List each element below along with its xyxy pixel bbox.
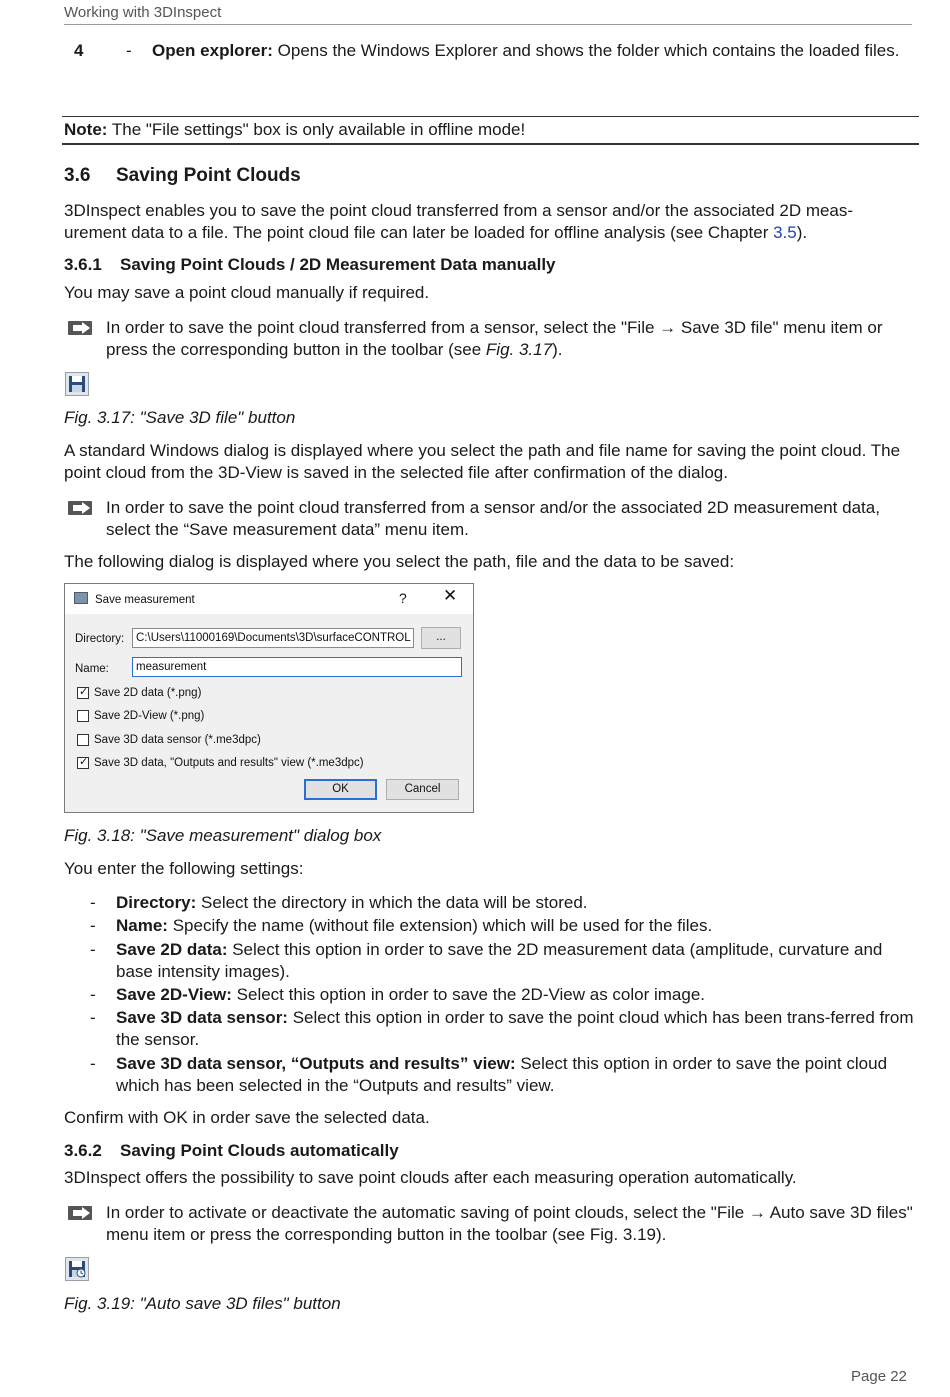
subsection-heading bbox=[64, 1140, 399, 1162]
arrow-right-icon bbox=[68, 501, 92, 515]
dialog-app-icon bbox=[74, 592, 88, 604]
arrow-right-icon bbox=[68, 321, 92, 335]
instruction-text-end: ). bbox=[552, 340, 563, 359]
table-row-number: 4 bbox=[74, 41, 84, 60]
save-2d-data-label: Save 2D data (*.png) bbox=[94, 687, 202, 699]
table-row-dash: - bbox=[126, 41, 132, 60]
save-measurement-dialog bbox=[64, 583, 474, 813]
description: Opens the Windows Explorer and shows the folder which contains the loaded files. bbox=[272, 41, 900, 60]
close-icon[interactable]: ✕ bbox=[443, 586, 458, 605]
bullet-dash: - bbox=[90, 1008, 96, 1027]
subsection-title: Saving Point Clouds automatically bbox=[120, 1141, 399, 1160]
bullet-dash: - bbox=[90, 893, 96, 912]
term: Save 2D data: bbox=[116, 940, 228, 959]
table-row-description bbox=[152, 40, 922, 62]
description: Specify the name (without file extension) which will be used for the files. bbox=[167, 916, 713, 935]
paragraph: 3DInspect offers the possibility to save point clouds after each measuring operation automatically. bbox=[64, 1168, 797, 1187]
save-2d-view-label: Save 2D-View (*.png) bbox=[94, 710, 205, 722]
intro-paragraph bbox=[64, 200, 914, 244]
running-header: Working with 3DInspect bbox=[64, 4, 222, 21]
directory-input[interactable]: C:\Users\11000169\Documents\3D\surfaceCONTROL bbox=[132, 628, 414, 648]
instruction: In order to activate or deactivate the automatic saving of point clouds, select the "File → Auto save 3D files" menu item or press the corresponding button in the toolbar (see Fig. 3.19). bbox=[106, 1203, 913, 1244]
save-3d-data-sensor-label: Save 3D data sensor (*.me3dpc) bbox=[94, 734, 261, 746]
section-heading bbox=[64, 165, 301, 187]
figure-caption: Fig. 3.19: "Auto save 3D files" button bbox=[64, 1294, 341, 1313]
bullet-dash: - bbox=[90, 985, 96, 1004]
section-title: Saving Point Clouds bbox=[116, 165, 301, 186]
instruction: In order to save the point cloud transferred from a sensor and/or the associated 2D measurement data, select the “Save measurement data” menu item. bbox=[106, 498, 880, 539]
term: Name: bbox=[116, 916, 168, 935]
paragraph: A standard Windows dialog is displayed where you select the path and file name for saving the point cloud. The point cloud from the 3D-View is saved in the selected file after confirmation of the dialog. bbox=[64, 441, 901, 482]
description: Select this option in order to save the point cloud which has been selected in the “Outputs and results” view. bbox=[116, 1054, 888, 1095]
description: Select this option in order to save the 2D measurement data (amplitude, curvature and base intensity images). bbox=[116, 940, 883, 981]
header-rule bbox=[64, 24, 912, 25]
save-3d-file-icon bbox=[65, 372, 89, 396]
term: Directory: bbox=[116, 893, 197, 912]
save-3d-data-sensor-checkbox[interactable] bbox=[77, 734, 89, 746]
paragraph: You enter the following settings: bbox=[64, 859, 304, 878]
paragraph: You may save a point cloud manually if required. bbox=[64, 283, 430, 302]
term: Save 3D data sensor: bbox=[116, 1008, 288, 1027]
subsection-number: 3.6.1 bbox=[64, 255, 102, 274]
subsection-heading bbox=[64, 254, 556, 276]
cancel-button[interactable]: Cancel bbox=[386, 779, 459, 800]
directory-label: Directory: bbox=[75, 633, 125, 645]
description: Select the directory in which the data will be stored. bbox=[196, 893, 588, 912]
page-number: Page 22 bbox=[851, 1368, 907, 1385]
figure-caption: Fig. 3.18: "Save measurement" dialog box bbox=[64, 826, 382, 845]
bullet-dash: - bbox=[90, 940, 96, 959]
list-item bbox=[116, 1007, 916, 1051]
note-text: The "File settings" box is only available in offline mode! bbox=[107, 120, 526, 139]
name-input[interactable]: measurement bbox=[132, 657, 462, 677]
save-3d-data-outputs-label: Save 3D data, "Outputs and results" view (*.me3dpc) bbox=[94, 757, 364, 769]
list-item bbox=[116, 915, 916, 937]
intro-text-end: ). bbox=[796, 223, 808, 242]
term: Save 2D-View: bbox=[116, 985, 232, 1004]
chapter-link[interactable]: 3.5 bbox=[773, 223, 797, 242]
paragraph: Confirm with OK in order save the selected data. bbox=[64, 1108, 430, 1127]
save-3d-data-outputs-checkbox[interactable] bbox=[77, 757, 89, 769]
subsection-number: 3.6.2 bbox=[64, 1141, 102, 1160]
bullet-dash: - bbox=[90, 916, 96, 935]
section-number: 3.6 bbox=[64, 165, 91, 186]
description: Select this option in order to save the 2D-View as color image. bbox=[231, 985, 706, 1004]
save-2d-view-checkbox[interactable] bbox=[77, 710, 89, 722]
help-button[interactable]: ? bbox=[399, 590, 407, 606]
list-item bbox=[116, 1053, 916, 1097]
list-item bbox=[116, 939, 916, 983]
ok-button[interactable]: OK bbox=[304, 779, 377, 800]
figure-caption: Fig. 3.17: "Save 3D file" button bbox=[64, 408, 296, 427]
browse-button[interactable]: ... bbox=[421, 627, 461, 649]
list-item bbox=[116, 892, 916, 914]
save-2d-data-checkbox[interactable] bbox=[77, 687, 89, 699]
instruction-text: In order to save the point cloud transferred from a sensor, select the "File → Save 3D file" menu item or press the corresponding button in the toolbar (see bbox=[106, 318, 883, 359]
bullet-dash: - bbox=[90, 1054, 96, 1073]
arrow-right-icon bbox=[68, 1206, 92, 1220]
dialog-title: Save measurement bbox=[95, 594, 195, 606]
description: Select this option in order to save the point cloud which has been trans-ferred from the sensor. bbox=[116, 1008, 914, 1049]
term: Open explorer: bbox=[152, 41, 273, 60]
note-label: Note: bbox=[64, 120, 108, 139]
auto-save-3d-files-icon bbox=[65, 1257, 89, 1281]
name-label: Name: bbox=[75, 663, 109, 675]
note bbox=[64, 119, 525, 141]
list-item bbox=[116, 984, 916, 1006]
figure-reference: Fig. 3.17 bbox=[485, 340, 553, 359]
intro-text: 3DInspect enables you to save the point cloud transferred from a sensor and/or the associated 2D meas-urement data to a file. The point cloud file can later be loaded for offline analysis (see Chapter bbox=[64, 201, 854, 242]
paragraph: The following dialog is displayed where you select the path, file and the data to be saved: bbox=[64, 552, 735, 571]
note-rule-top bbox=[62, 116, 919, 117]
note-rule-bottom bbox=[62, 143, 919, 145]
subsection-title: Saving Point Clouds / 2D Measurement Data manually bbox=[120, 255, 556, 274]
term: Save 3D data sensor, “Outputs and results” view: bbox=[116, 1054, 516, 1073]
instruction bbox=[106, 317, 914, 361]
